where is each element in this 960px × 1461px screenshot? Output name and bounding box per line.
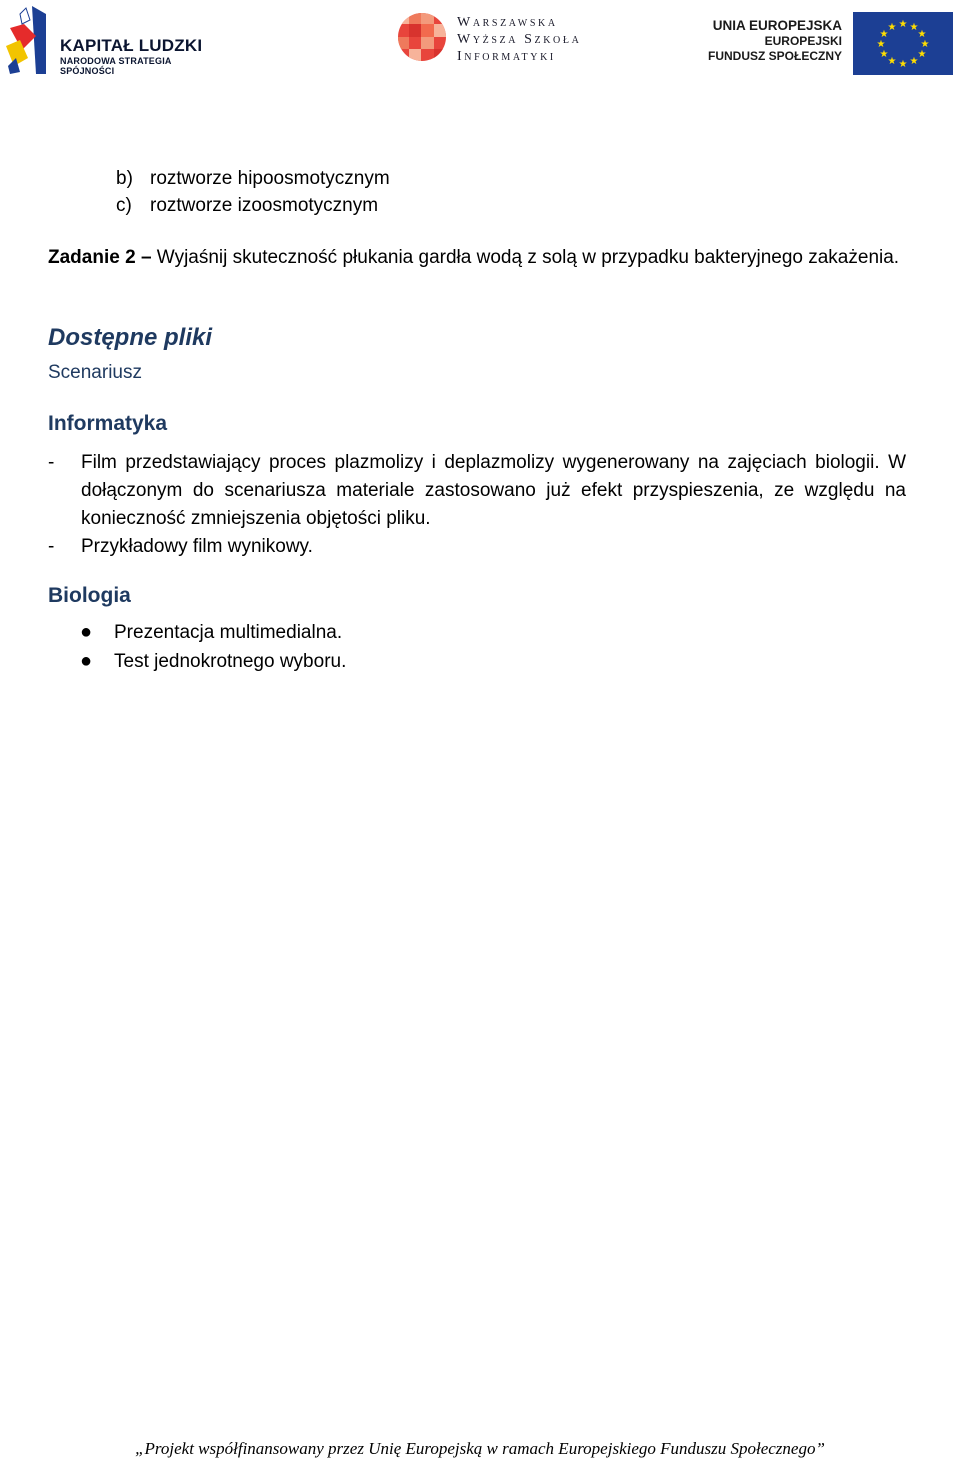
wwsi-line-3: Informatyki [457, 49, 556, 64]
eu-line-1: UNIA EUROPEJSKA [712, 18, 842, 33]
option-b-text: roztworze hipoosmotycznym [150, 168, 390, 189]
bullet-icon: ● [80, 650, 93, 672]
eu-line-3: FUNDUSZ SPOŁECZNY [707, 49, 842, 63]
kapital-ludzki-mark-icon [6, 6, 46, 74]
option-c-text: roztworze izoosmotycznym [150, 195, 379, 216]
svg-text:★: ★ [879, 29, 889, 40]
svg-text:★: ★ [887, 22, 897, 33]
scenario-link: Scenariusz [48, 362, 142, 383]
svg-text:★: ★ [898, 19, 908, 30]
eu-fund-text [705, 18, 842, 64]
biologia-item-1-text: Prezentacja multimedialna. [114, 622, 343, 643]
svg-text:★: ★ [917, 49, 927, 60]
task-2 [48, 244, 906, 272]
kapital-ludzki-subtitle: NARODOWA STRATEGIA SPÓJNOŚCI [60, 56, 172, 76]
option-c-label: c) [116, 195, 132, 216]
wwsi-line-1: Warszawska [457, 15, 558, 30]
footer-note: „Projekt współfinansowany przez Unię Europejską w ramach Europejskiego Funduszu Społecznego” [135, 1439, 825, 1458]
wwsi-mosaic-icon [397, 12, 447, 62]
biologia-item-2-text: Test jednokrotnego wyboru. [114, 651, 347, 672]
wwsi-name [457, 14, 581, 65]
option-c [116, 195, 378, 217]
svg-text:★: ★ [887, 56, 897, 67]
informatyka-item-1 [48, 449, 906, 533]
svg-text:★: ★ [917, 29, 927, 40]
eu-line-2: EUROPEJSKI [764, 34, 842, 48]
biologia-item-1 [80, 621, 342, 644]
wwsi-line-2: Wyższa Szkoła [457, 32, 582, 47]
dash-marker: - [48, 536, 55, 557]
kapital-ludzki-logo [6, 6, 216, 74]
task-2-text: Wyjaśnij skuteczność płukania gardła wodą z solą w przypadku bakteryjnego zakażenia. [156, 247, 900, 268]
informatyka-item-2-text: Przykładowy film wynikowy. [81, 536, 313, 557]
wwsi-logo [397, 12, 587, 68]
informatyka-heading: Informatyka [48, 412, 168, 435]
task-2-label: Zadanie 2 [48, 247, 136, 268]
informatyka-item-1-text: Film przedstawiający proces plazmolizy i deplazmolizy wygenerowany na zajęciach biologii. W dołączonym do scenariusza materiale zastosowano już efekt przyspieszenia, ze względu na konieczność zmniejszenia objętości pliku. [81, 452, 906, 529]
dash-marker: - [48, 452, 55, 473]
option-b-label: b) [116, 168, 133, 189]
svg-text:★: ★ [898, 59, 908, 70]
page-header [0, 0, 960, 80]
svg-text:★: ★ [876, 39, 886, 50]
svg-text:★: ★ [909, 22, 919, 33]
biologia-heading: Biologia [48, 584, 131, 607]
biologia-item-2 [80, 650, 346, 673]
bullet-icon: ● [80, 621, 93, 643]
eu-flag-icon [853, 12, 953, 75]
svg-text:★: ★ [909, 56, 919, 67]
kapital-ludzki-title: KAPITAŁ LUDZKI [60, 36, 203, 55]
option-b [116, 168, 390, 190]
svg-text:★: ★ [920, 39, 930, 50]
files-heading: Dostępne pliki [48, 324, 213, 351]
svg-text:★: ★ [879, 49, 889, 60]
informatyka-item-2 [48, 533, 906, 561]
task-2-dash: – [140, 247, 152, 268]
